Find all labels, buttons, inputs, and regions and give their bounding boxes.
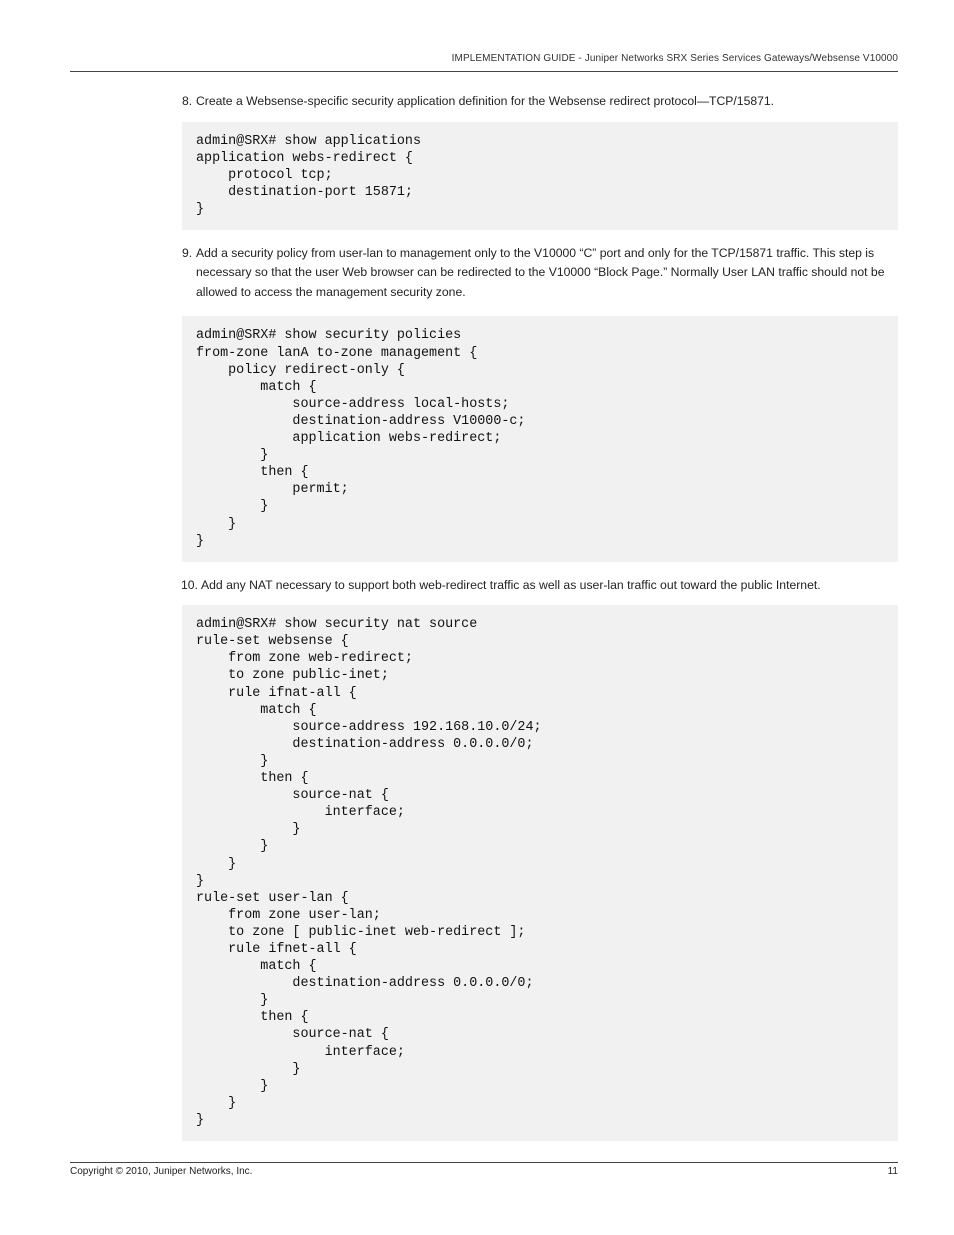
step-number: 10.: [181, 577, 198, 592]
step-number: 8.: [182, 94, 193, 108]
code-block-applications: admin@SRX# show applications application webs-redirect { protocol tcp; destination-port 15871; }: [182, 122, 898, 230]
main-content: [182, 92, 898, 1141]
step-8: [182, 92, 898, 112]
code-block-security-policies: admin@SRX# show security policies from-zone lanA to-zone management { policy redirect-only { match { source-address local-hosts; destination-address V10000-c; application webs-redirect; } then { permit; } } }: [182, 316, 898, 561]
page-number: 11: [887, 1166, 898, 1177]
step-text: Add any NAT necessary to support both web-redirect traffic as well as user-lan traffic out toward the public Internet.: [201, 577, 821, 592]
step-text: Create a Websense-specific security application definition for the Websense redirect protocol—TCP/15871.: [196, 94, 775, 108]
page-header: IMPLEMENTATION GUIDE - Juniper Networks SRX Series Services Gateways/Websense V10000: [451, 53, 898, 64]
step-9: [182, 244, 898, 303]
step-10: [181, 576, 898, 596]
step-number: 9.: [182, 245, 193, 260]
step-text: Add a security policy from user-lan to management only to the V10000 “C” port and only for the TCP/15871 traffic. This step is necessary so that the user Web browser can be redirected to the V10000 “Block Page.” Normally User LAN traffic should not be allowed to access the management security zone.: [196, 245, 885, 299]
code-block-nat-source: admin@SRX# show security nat source rule-set websense { from zone web-redirect; to zone public-inet; rule ifnat-all { match { source-address 192.168.10.0/24; destination-address 0.0.0.0/0; } then { source-nat { interface; } } } } rule-set user-lan { from zone user-lan; to zone [ public-inet web-redirect ]; rule ifnet-all { match { destination-address 0.0.0.0/0; } then { source-nat { interface; } } } }: [182, 605, 898, 1141]
header-divider: [70, 71, 898, 72]
footer-copyright: Copyright © 2010, Juniper Networks, Inc.: [70, 1166, 253, 1177]
footer-divider: [70, 1162, 898, 1163]
